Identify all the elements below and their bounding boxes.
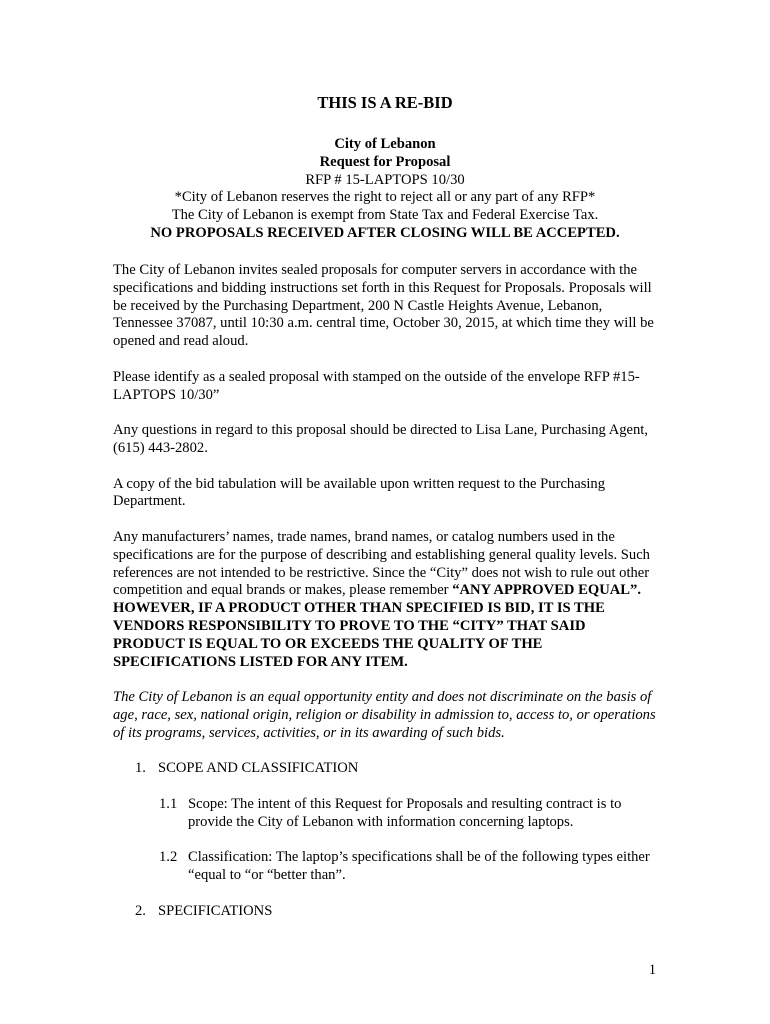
org-name: City of Lebanon [334, 136, 436, 152]
section-number: 2. [135, 902, 146, 919]
subsection-item [113, 849, 661, 885]
section-title: SCOPE AND CLASSIFICATION [158, 760, 359, 777]
brands-emphasis: “ANY APPROVED EQUAL”. HOWEVER, IF A PRODUCT OTHER THAN SPECIFIED IS BID, IT IS THE VENDORS RESPONSIBILITY TO PROVE TO THE “CITY” THAT SAID PRODUCT IS EQUAL TO OR EXCEEDS THE QUALITY OF THE SPECIFICATIONS LISTED FOR ANY ITEM. [113, 582, 641, 670]
subsection-text: Scope: The intent of this Request for Proposals and resulting contract is to provide the City of Lebanon with information concerning laptops. [188, 795, 622, 830]
identify-paragraph: Please identify as a sealed proposal with stamped on the outside of the envelope RFP #15-LAPTOPS 10/30” [113, 368, 640, 403]
brands-text: Any manufacturers’ names, trade names, brand names, or catalog numbers used in the specifications are for the purpose of describing and establishing general quality levels. Such references are not intended to be restrictive. Since the “City” does not wish to rule out other competition and equal brands or makes, please remember [113, 528, 650, 599]
section-list [113, 760, 661, 920]
document-title: THIS IS A RE-BID [317, 93, 453, 112]
document-body [113, 262, 661, 938]
tabulation-paragraph: A copy of the bid tabulation will be available upon written request to the Purchasing Department. [113, 475, 606, 510]
doc-type: Request for Proposal [319, 153, 451, 170]
reserve-notice: *City of Lebanon reserves the right to reject all or any part of any RFP* [174, 189, 596, 206]
brands-paragraph [113, 529, 661, 671]
rfp-header [0, 136, 770, 243]
questions-paragraph: Any questions in regard to this proposal should be directed to Lisa Lane, Purchasing Agent, (615) 443-2802. [113, 422, 649, 456]
subsection-item [113, 796, 661, 832]
equal-opportunity-paragraph: The City of Lebanon is an equal opportunity entity and does not discriminate on the basis of age, race, sex, national origin, religion or disability in admission to, access to, or operations of its programs, services, activities, or in its awarding of such bids. [113, 689, 656, 741]
section-item [113, 903, 661, 921]
invite-paragraph: The City of Lebanon invites sealed proposals for computer servers in accordance with the specifications and bidding instructions set forth in this Request for Proposals. Proposals will be received by the Purchasing Department, 200 N Castle Heights Avenue, Lebanon, Tennessee 37087, until 10:30 a.m. central time, October 30, 2015, at which time they will be opened and read aloud. [113, 262, 654, 350]
subsection-number: 1.1 [159, 795, 178, 812]
section-title: SPECIFICATIONS [158, 902, 273, 919]
closing-notice: NO PROPOSALS RECEIVED AFTER CLOSING WILL BE ACCEPTED. [150, 224, 620, 241]
section-item [113, 760, 661, 778]
subsection-number: 1.2 [159, 849, 178, 866]
rfp-number: RFP # 15-LAPTOPS 10/30 [305, 171, 465, 188]
page-number: 1 [648, 962, 656, 978]
subsection-text: Classification: The laptop’s specifications shall be of the following types either “equal to “or “better than”. [188, 849, 650, 884]
section-number: 1. [135, 760, 146, 777]
tax-notice: The City of Lebanon is exempt from State Tax and Federal Exercise Tax. [171, 207, 599, 224]
